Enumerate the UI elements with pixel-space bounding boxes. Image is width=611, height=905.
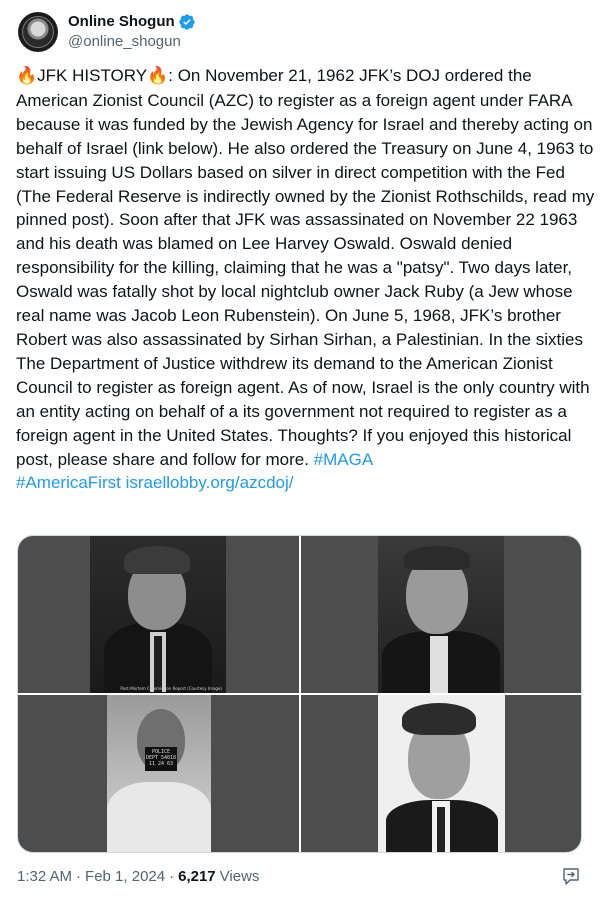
rfk-portrait (378, 695, 505, 852)
avatar[interactable] (18, 12, 58, 52)
media-photo-rfk[interactable] (301, 695, 582, 852)
fire-emoji-icon: 🔥 (16, 66, 38, 86)
post-header (18, 12, 196, 52)
post-text (16, 64, 601, 495)
external-link[interactable]: israellobby.org/azcdoj/ (125, 473, 294, 493)
mugshot-sign: POLICE DEPT 54018 11 24 63 (145, 747, 177, 771)
author-name-row (68, 12, 196, 32)
author-handle[interactable]: @online_shogun (68, 33, 181, 50)
post-time[interactable]: 1:32 AM (17, 868, 73, 885)
avatar-image (22, 16, 54, 48)
meta-separator: · (169, 868, 175, 885)
photo-caption: Post-Mortem Commission Report (Courtesy Image) (120, 686, 222, 691)
hashtag-maga-link[interactable]: #MAGA (313, 449, 374, 469)
author-name[interactable]: Online Shogun (68, 13, 175, 30)
post-date[interactable]: Feb 1, 2024 (85, 868, 166, 885)
media-grid (17, 535, 582, 853)
views-count: 6,217 (178, 868, 216, 885)
jfk-portrait (90, 536, 226, 693)
fire-emoji-icon: 🔥 (147, 66, 169, 86)
hashtag-americafirst-link[interactable]: #AmericaFirst (16, 473, 121, 493)
grok-icon[interactable] (561, 867, 581, 887)
author-names (68, 12, 196, 52)
meta-separator: · (76, 868, 82, 885)
media-photo-ruby[interactable] (18, 695, 299, 852)
post-label: JFK HISTORY (37, 66, 148, 85)
oswald-portrait (378, 536, 504, 693)
ruby-mugshot (107, 695, 211, 852)
views-label: Views (219, 868, 260, 885)
post-body: : On November 21, 1962 JFK’s DOJ ordered the American Zionist Council (AZC) to register as a foreign agent under FARA because it was funded by the Jewish Agency for Israel and thereby acting on behalf of Israel (link below). He also ordered the Treasury on June 4, 1963 to start issuing US Dollars based on silver in direct competition with the Fed (The Federal Reserve is indirectly owned by the Zionist Rothschilds, read my pinned post). Soon after that JFK was assassinated on November 22 1963 and his death was blamed on Lee Harvey Oswald. Oswald denied responsibility for the killing, claiming that he was a "patsy". Two days later, Oswald was fatally shot by local nightclub owner Jack Ruby (a Jew whose real name was Jacob Leon Rubenstein). On June 5, 1968, JFK’s brother Robert was also assassinated by Sirhan Sirhan, a Palestinian. In the sixties The Department of Justice withdrew its demand to the American Zionist Council to register as foreign agent. As of now, Israel is the only country with an entity acting on behalf of a its government not required to register as a foreign agent in the United States. Thoughts? If you enjoyed this historical post, please share and follow for more. (16, 66, 599, 469)
post-metadata (17, 868, 259, 885)
verified-badge-icon[interactable] (178, 13, 196, 31)
media-photo-jfk[interactable] (18, 536, 299, 693)
media-photo-oswald[interactable] (301, 536, 582, 693)
